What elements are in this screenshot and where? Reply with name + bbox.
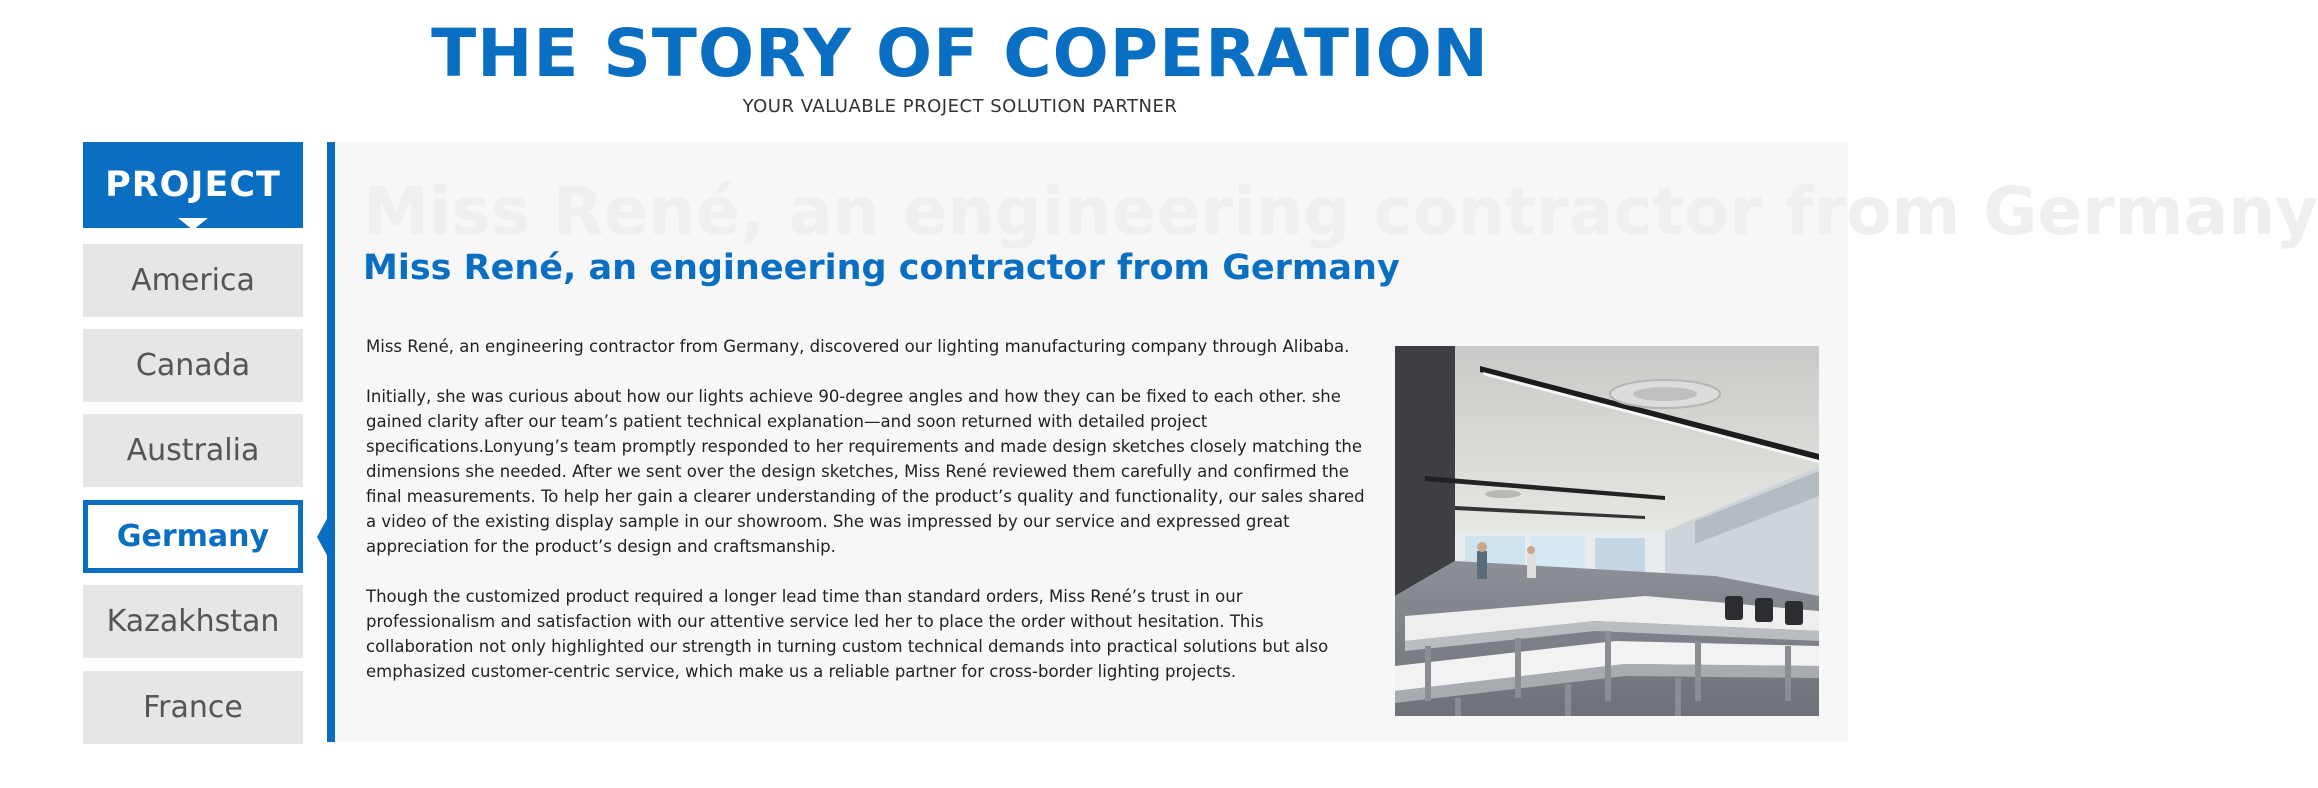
story-paragraph: Initially, she was curious about how our lights achieve 90-degree angles and how they can be fixed to each other. she gained clarity after our team’s patient technical explanation—and soon returned with detailed project specifications.Lonyung’s team promptly responded to her requirements and made design sketches closely matching the dimensions she needed. After we sent over the design sketches, Miss René reviewed them carefully and confirmed the final measurements. To help her gain a clearer understanding of the product’s quality and functionality, our sales shared a video of the existing display sample in our showroom. She was impressed by our service and expressed great appreciation for the product’s design and craftsmanship. <box>366 387 1365 556</box>
sidebar-item-canada[interactable]: Canada <box>83 329 303 402</box>
sidebar-item-germany[interactable]: Germany <box>83 500 303 573</box>
content-divider <box>327 142 335 742</box>
story-panel <box>335 142 2318 742</box>
page-subtitle: YOUR VALUABLE PROJECT SOLUTION PARTNER <box>742 96 1178 117</box>
story-paragraph: Miss René, an engineering contractor from Germany, discovered our lighting manufacturing company through Alibaba. <box>366 337 1350 356</box>
sidebar-item-australia[interactable]: Australia <box>83 414 303 487</box>
story-body <box>366 334 1376 709</box>
project-photo <box>1395 346 1819 716</box>
office-interior-image <box>1395 346 1819 716</box>
story-title: Miss René, an engineering contractor from Germany <box>363 248 1400 288</box>
sidebar-item-america[interactable]: America <box>83 244 303 317</box>
sidebar-item-kazakhstan[interactable]: Kazakhstan <box>83 585 303 658</box>
page-title: THE STORY OF COPERATION <box>431 15 1489 92</box>
watermark-title: Miss René, an engineering contractor from Germany <box>363 173 2318 250</box>
story-paragraph: Though the customized product required a longer lead time than standard orders, Miss René’s trust in our professionalism and satisfaction with our attentive service led her to place the order without hesitation. This collaboration not only highlighted our strength in turning custom technical demands into practical solutions but also emphasized customer-centric service, which make us a reliable partner for cross-border lighting projects. <box>366 587 1329 681</box>
sidebar-heading: PROJECT <box>83 142 303 228</box>
caret-down-icon <box>178 218 208 230</box>
sidebar-item-france[interactable]: France <box>83 671 303 744</box>
